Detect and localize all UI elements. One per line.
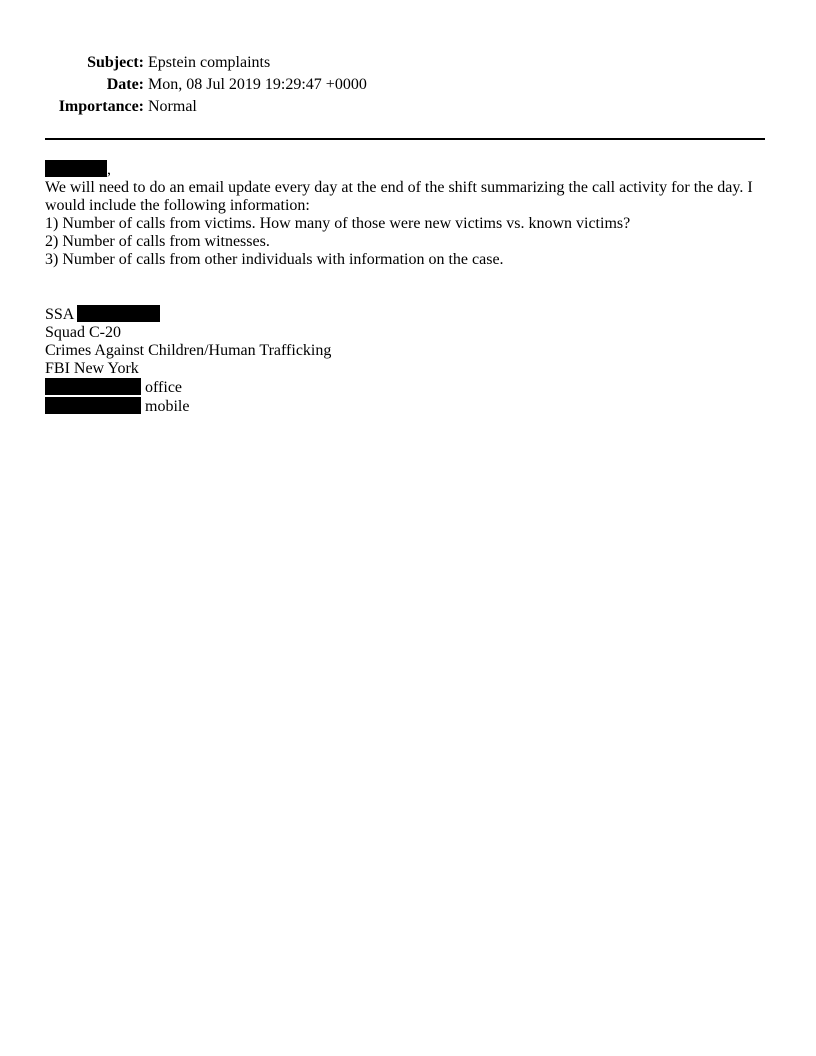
redaction-block bbox=[45, 378, 141, 395]
redaction-block bbox=[45, 397, 141, 414]
redaction-block bbox=[77, 305, 160, 322]
office-phone-label: office bbox=[145, 379, 183, 396]
importance-label: Importance: bbox=[58, 98, 144, 115]
importance-row bbox=[0, 96, 816, 118]
mobile-phone-label: mobile bbox=[145, 398, 190, 415]
list-item: 3) Number of calls from other individuals with information on the case. bbox=[45, 251, 504, 268]
subject-value: Epstein complaints bbox=[148, 54, 271, 71]
email-header bbox=[0, 52, 816, 118]
date-label: Date: bbox=[106, 76, 144, 93]
importance-value: Normal bbox=[148, 98, 197, 115]
greeting-line bbox=[45, 160, 765, 179]
office-phone-line bbox=[45, 378, 765, 397]
body-paragraph: We will need to do an email update every day at the end of the shift summarizing the call activity for the day. I would include the following information: bbox=[45, 179, 753, 214]
redaction-block bbox=[45, 160, 107, 177]
date-value: Mon, 08 Jul 2019 19:29:47 +0000 bbox=[148, 76, 367, 93]
header-divider bbox=[45, 138, 765, 140]
signature-squad: Squad C-20 bbox=[45, 324, 121, 341]
mobile-phone-line bbox=[45, 397, 765, 416]
signature-title: SSA bbox=[45, 306, 75, 323]
spacer bbox=[45, 269, 765, 305]
date-row bbox=[0, 74, 816, 96]
signature-title-line bbox=[45, 305, 765, 324]
signature-office: FBI New York bbox=[45, 360, 139, 377]
greeting-suffix: , bbox=[107, 161, 111, 178]
signature-unit: Crimes Against Children/Human Trafficking bbox=[45, 342, 332, 359]
list-item: 2) Number of calls from witnesses. bbox=[45, 233, 270, 250]
email-body bbox=[45, 160, 765, 416]
subject-row bbox=[0, 52, 816, 74]
list-item: 1) Number of calls from victims. How many of those were new victims vs. known victims? bbox=[45, 215, 631, 232]
subject-label: Subject: bbox=[87, 54, 144, 71]
